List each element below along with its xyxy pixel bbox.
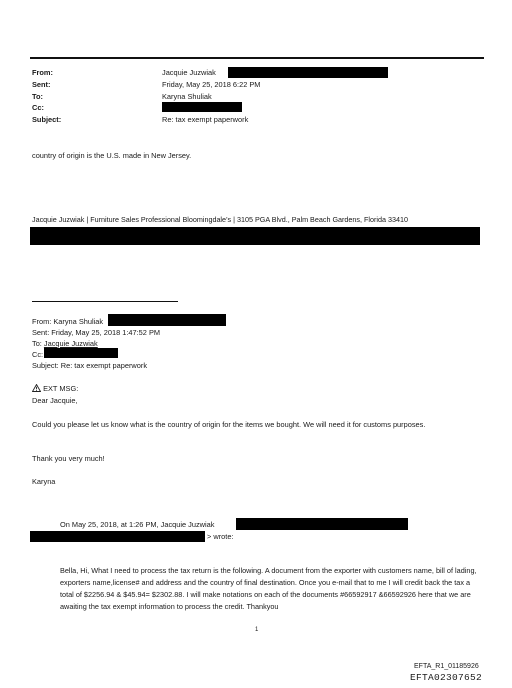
thanks-line: Thank you very much! — [32, 454, 105, 463]
redaction-quoted-from — [108, 314, 226, 326]
quote-separator — [32, 301, 178, 302]
nested-wrote: > wrote: — [207, 532, 234, 541]
from-label: From: — [32, 68, 53, 77]
redaction-cc — [162, 102, 242, 112]
quoted-subject: Subject: Re: tax exempt paperwork — [32, 361, 148, 370]
nested-paragraph: Bella, Hi, What I need to process the tax return is the following. A document from the exporter with customers name, bill of lading, exporters name,license# and address and the country of final destination. Once you e-mail that to me I will credit back the tax a total of $2256.94 & $45.94= $2302.88. I will make notations on each of the documents #66592917 &66592926 here that we are awaiting the tax exempt information to process the credit. Thankyou — [60, 566, 477, 611]
redaction-nested-email — [236, 518, 408, 530]
greeting: Dear Jacquie, — [32, 396, 78, 405]
sent-value: Friday, May 25, 2018 6:22 PM — [162, 80, 261, 89]
quoted-to — [32, 339, 98, 348]
ext-msg-label: EXT MSG: — [43, 384, 79, 393]
sent-label: Sent: — [32, 80, 51, 89]
redaction-signature-block — [30, 227, 480, 245]
sign-name: Karyna — [32, 477, 56, 486]
redaction-nested-email-2 — [30, 531, 205, 542]
quoted-from: From: Karyna Shuliak — [32, 317, 104, 326]
quoted-sent: Sent: Friday, May 25, 2018 1:47:52 PM — [32, 328, 161, 337]
quoted-to-name: Jacquie Juzwiak — [43, 339, 98, 348]
redaction-quoted-cc — [44, 348, 118, 358]
page-number: 1 — [255, 627, 259, 633]
cc-label: Cc: — [32, 103, 44, 112]
ext-msg-line — [32, 384, 78, 393]
quoted-cc: Cc: — [32, 350, 44, 359]
quoted-paragraph: Could you please let us know what is the country of origin for the items we bought. We will need it for customs purposes. — [32, 420, 426, 429]
signature-line: Jacquie Juzwiak | Furniture Sales Professional Bloomingdale’s | 3105 PGA Blvd., Palm Beach Gardens, Florida 33410 — [32, 215, 408, 224]
from-value: Jacquie Juzwiak — [162, 68, 216, 77]
subject-label: Subject: — [32, 115, 62, 124]
subject-value: Re: tax exempt paperwork — [162, 115, 249, 124]
header-top-rule — [30, 57, 484, 59]
warning-icon — [32, 384, 41, 392]
reply-body: country of origin is the U.S. made in New Jersey. — [32, 151, 192, 160]
nested-on-line: On May 25, 2018, at 1:26 PM, Jacquie Juzwiak — [60, 520, 215, 529]
quoted-to-prefix: To: — [32, 339, 44, 348]
footer-id-1: EFTA_R1_01185926 — [414, 663, 479, 670]
redaction-from-email — [228, 67, 388, 78]
to-label: To: — [32, 92, 43, 101]
to-value: Karyna Shuliak — [162, 92, 212, 101]
footer-id-2: EFTA02307652 — [410, 672, 483, 683]
